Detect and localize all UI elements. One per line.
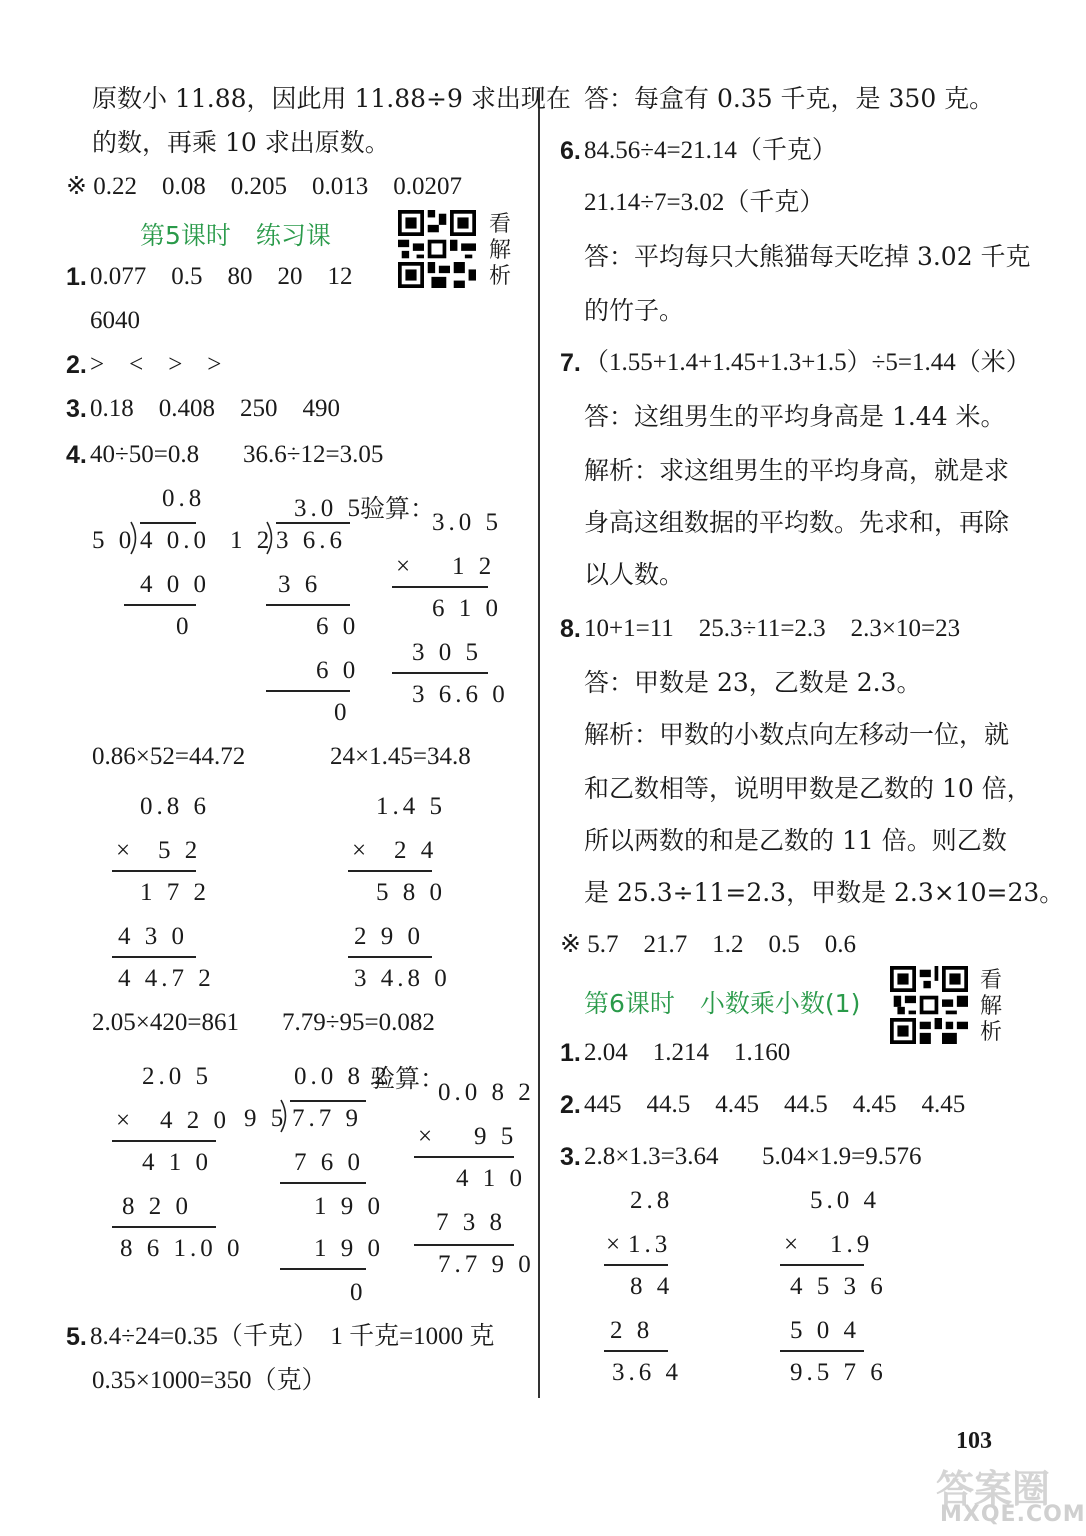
mul4-p1: 8 4 (630, 1273, 674, 1300)
div2-quotient: 3.0 5 (294, 495, 364, 522)
qr-code-1[interactable] (398, 210, 476, 288)
q1-answer-line-2: 6040 (90, 307, 140, 334)
watermark-logo: 答案圈 (936, 1467, 1051, 1511)
lesson6-title: 第6课时 小数乘小数(1) (584, 989, 861, 1018)
r2-answer: 445 44.5 4.45 44.5 4.45 4.45 (584, 1091, 966, 1118)
mul2-line-2 (348, 956, 432, 958)
q6-answer-line-2: 的竹子。 (584, 296, 685, 325)
div2-bracket-top (276, 522, 350, 524)
q8-line-1: 10+1=11 25.3÷11=2.3 2.3×10=23 (584, 615, 961, 642)
q6-answer-line-1: 答：平均每只大熊猫每天吃掉 3.02 千克 (584, 242, 1031, 271)
q7-explanation-3: 以人数。 (584, 560, 685, 589)
check1-op: × (396, 553, 415, 580)
q8-explanation-2: 和乙数相等，说明甲数是乙数的 10 倍， (584, 774, 1032, 803)
q7-explanation-2: 身高这组数据的平均数。先求和，再除 (584, 508, 1010, 537)
extra-answers-1: ※ 0.22 0.08 0.205 0.013 0.0207 (66, 173, 462, 200)
mul1-op: × (116, 837, 135, 864)
check2-p2: 7 3 8 (436, 1209, 506, 1236)
div3-step-3: 1 9 0 (314, 1235, 384, 1262)
div1-remainder: 0 (176, 613, 193, 640)
check2-result: 7.7 9 0 (438, 1251, 535, 1278)
mul2-b: 2 4 (394, 837, 438, 864)
r2-number: 2. (560, 1091, 581, 1119)
mul1-line-2 (112, 956, 196, 958)
mul1-a: 0.8 6 (140, 793, 210, 820)
div1-bracket-top (140, 522, 196, 524)
mul4-a: 2.8 (630, 1187, 674, 1214)
q4-equation-6: 7.79÷95=0.082 (282, 1009, 435, 1036)
check-label-2: 验算： (370, 1064, 446, 1093)
check1-line-2 (392, 672, 488, 674)
div3-remainder: 0 (350, 1279, 367, 1306)
q7-explanation-1: 解析：求这组男生的平均身高，就是求 (584, 456, 1010, 485)
q5-line-2: 0.35×1000=350（克） (92, 1367, 327, 1394)
mul1-b: 5 2 (158, 837, 202, 864)
q1-answer-line-1: 0.077 0.5 80 20 12 (90, 263, 353, 290)
mul2-p2: 2 9 0 (354, 923, 424, 950)
mul1-line-1 (112, 870, 196, 872)
div3-line-1 (280, 1182, 366, 1184)
check1-a: 3.0 5 (432, 509, 502, 536)
mul4-op: × (606, 1231, 625, 1258)
q4-equation-5: 2.05×420=861 (92, 1009, 239, 1036)
div1-sub: 4 0 0 (140, 571, 210, 598)
div2-dividend: 3 6.6 (276, 527, 346, 554)
check1-b: 1 2 (452, 553, 496, 580)
mul4-result: 3.6 4 (612, 1359, 682, 1386)
mul4-b: 1.3 (628, 1231, 672, 1258)
check1-p1: 6 1 0 (432, 595, 502, 622)
q4-equation-3: 0.86×52=44.72 (92, 743, 246, 770)
q3-answer: 0.18 0.408 250 490 (90, 395, 341, 422)
check2-b: 9 5 (474, 1123, 518, 1150)
mul3-line-2 (112, 1226, 216, 1228)
div1-line (124, 604, 196, 606)
q7-answer: 答：这组男生的平均身高是 1.44 米。 (584, 402, 1006, 431)
q8-explanation-3: 所以两数的和是乙数的 11 倍。则乙数 (584, 826, 1007, 855)
q8-number: 8. (560, 615, 581, 643)
mul2-a: 1.4 5 (376, 793, 446, 820)
watermark-url: MXQE.COM (940, 1502, 1086, 1527)
intro-line-1: 原数小 11.88，因此用 11.88÷9 求出现在 (92, 84, 571, 113)
mul3-a: 2.0 5 (142, 1063, 212, 1090)
q4-number: 4. (66, 441, 87, 469)
q5-number: 5. (66, 1323, 87, 1351)
q8-answer: 答：甲数是 23，乙数是 2.3。 (584, 668, 922, 697)
div2-step-2: 6 0 (316, 613, 360, 640)
mul5-line-1 (780, 1264, 864, 1266)
r3-number: 3. (560, 1143, 581, 1171)
div2-line-1 (266, 604, 350, 606)
div3-dividend: 7.7 9 (292, 1105, 362, 1132)
qr-caption-2: 看解析 (980, 968, 1003, 1045)
mul3-op: × (116, 1107, 135, 1134)
q2-answer: > < > > (90, 351, 222, 378)
mul2-p1: 5 8 0 (376, 879, 446, 906)
q4-equation-1: 40÷50=0.8 (90, 441, 200, 468)
div2-line-2 (266, 690, 350, 692)
lesson5-title: 第5课时 练习课 (140, 221, 331, 250)
mul4-line-2 (604, 1350, 668, 1352)
mul5-result: 9.5 7 6 (790, 1359, 887, 1386)
check1-p2: 3 0 5 (412, 639, 482, 666)
div1-divisor: 5 0 (92, 527, 136, 554)
div2-divisor: 1 2 (230, 527, 274, 554)
check2-a: 0.0 8 2 (438, 1079, 535, 1106)
mul3-b: 4 2 0 (160, 1107, 230, 1134)
qr-code-icon (398, 210, 476, 288)
check1-result: 3 6.6 0 (412, 681, 509, 708)
q4-equation-2: 36.6÷12=3.05 (243, 441, 384, 468)
div3-step-2: 1 9 0 (314, 1193, 384, 1220)
mul4-line-1 (604, 1264, 668, 1266)
div3-line-2 (280, 1268, 366, 1270)
r3-equation-2: 5.04×1.9=9.576 (762, 1143, 922, 1170)
div3-divisor: 9 5 (244, 1105, 288, 1132)
mul1-p1: 1 7 2 (140, 879, 210, 906)
mul1-result: 4 4.7 2 (118, 965, 215, 992)
q5-answer: 答：每盒有 0.35 千克，是 350 克。 (584, 84, 995, 113)
mul5-p2: 5 0 4 (790, 1317, 860, 1344)
mul1-p2: 4 3 0 (118, 923, 188, 950)
div3-bracket-curve (278, 1098, 292, 1134)
div2-bracket-curve (264, 520, 278, 556)
qr-caption-1: 看解析 (489, 212, 512, 289)
check2-op: × (418, 1123, 437, 1150)
page-number: 103 (956, 1428, 992, 1454)
q6-number: 6. (560, 137, 581, 165)
check2-line-2 (414, 1244, 514, 1246)
r1-answer: 2.04 1.214 1.160 (584, 1039, 791, 1066)
q5-line-1: 8.4÷24=0.35（千克） 1 千克=1000 克 (90, 1323, 495, 1350)
mul5-line-2 (780, 1350, 864, 1352)
div3-quotient: 0.0 8 2 (294, 1063, 391, 1090)
q4-equation-4: 24×1.45=34.8 (330, 743, 471, 770)
qr-code-icon (890, 966, 968, 1044)
mul3-result: 8 6 1.0 0 (120, 1235, 244, 1262)
column-divider (538, 88, 540, 1398)
check1-line-1 (392, 586, 488, 588)
mul5-op: × (784, 1231, 803, 1258)
mul3-line-1 (112, 1140, 216, 1142)
div1-dividend: 4 0.0 (140, 527, 210, 554)
div2-step-1: 3 6 (278, 571, 322, 598)
div2-step-3: 6 0 (316, 657, 360, 684)
q6-line-2: 21.14÷7=3.02（千克） (584, 189, 825, 216)
qr-code-2[interactable] (890, 966, 968, 1044)
q8-explanation-4: 是 25.3÷11=2.3，甲数是 2.3×10=23。 (584, 878, 1065, 907)
mul2-op: × (352, 837, 371, 864)
q3-number: 3. (66, 395, 87, 423)
mul5-p1: 4 5 3 6 (790, 1273, 887, 1300)
mul2-result: 3 4.8 0 (354, 965, 451, 992)
q6-line-1: 84.56÷4=21.14（千克） (584, 137, 837, 164)
q1-number: 1. (66, 263, 87, 291)
r3-equation-1: 2.8×1.3=3.64 (584, 1143, 719, 1170)
check-label-1: 验算： (360, 494, 436, 523)
q7-line-1: （1.55+1.4+1.45+1.3+1.5）÷5=1.44（米） (584, 349, 1031, 376)
mul4-p2: 2 8 (610, 1317, 654, 1344)
div1-quotient: 0.8 (162, 485, 206, 512)
extra-answers-2: ※ 5.7 21.7 1.2 0.5 0.6 (560, 931, 856, 958)
check2-line-1 (414, 1156, 514, 1158)
r1-number: 1. (560, 1039, 581, 1067)
div2-remainder: 0 (334, 699, 351, 726)
div1-bracket-curve (128, 520, 142, 556)
intro-line-2: 的数，再乘 10 求出原数。 (92, 128, 390, 157)
mul3-p2: 8 2 0 (122, 1193, 192, 1220)
q8-explanation-1: 解析：甲数的小数点向左移动一位，就 (584, 720, 1010, 749)
mul5-b: 1.9 (830, 1231, 874, 1258)
check2-p1: 4 1 0 (456, 1165, 526, 1192)
mul3-p1: 4 1 0 (142, 1149, 212, 1176)
div3-bracket-top (290, 1100, 366, 1102)
mul2-line-1 (348, 870, 432, 872)
mul5-a: 5.0 4 (810, 1187, 880, 1214)
q7-number: 7. (560, 349, 581, 377)
q2-number: 2. (66, 351, 87, 379)
div3-step-1: 7 6 0 (294, 1149, 364, 1176)
